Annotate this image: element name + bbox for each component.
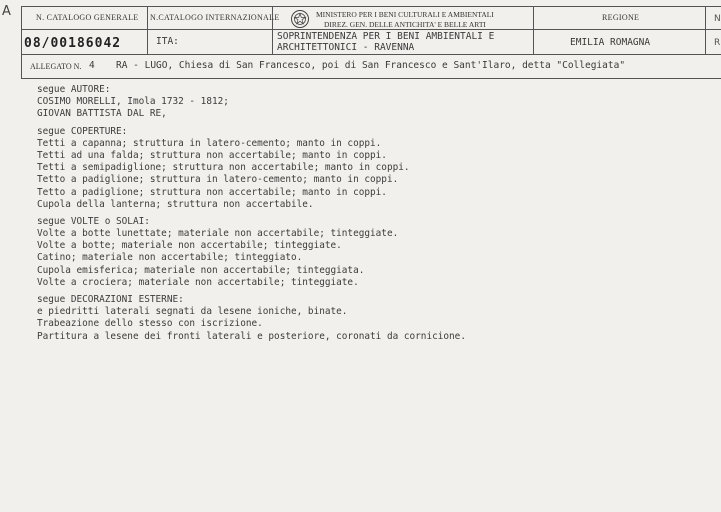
section-line: Tetti a capanna; struttura in latero-cemento; manto in coppi. xyxy=(37,137,382,149)
section-line: Catino; materiale non accertabile; tinteggiato. xyxy=(37,252,303,264)
cat-generale-label: N. CATALOGO GENERALE xyxy=(36,13,139,22)
section-line: Volte a botte lunettate; materiale non accertabile; tinteggiate. xyxy=(37,228,399,240)
republic-emblem-icon xyxy=(290,9,310,29)
section-block xyxy=(37,126,466,216)
header-top-rule xyxy=(21,6,721,7)
card-body-text xyxy=(37,84,466,343)
section-line: COSIMO MORELLI, Imola 1732 - 1812; xyxy=(37,96,229,108)
ministry-line-2: DIREZ. GEN. DELLE ANTICHITA' E BELLE ARTI xyxy=(323,20,486,29)
section-line: GIOVAN BATTISTA DAL RE, xyxy=(37,108,167,120)
section-line: Tetti ad una falda; struttura non accertabile; manto in coppi. xyxy=(37,149,387,161)
soprintendenza-line-1: SOPRINTENDENZA PER I BENI AMBIENTALI E xyxy=(277,31,495,42)
ministry-heading xyxy=(316,10,494,30)
allegato-bottom-rule xyxy=(21,78,721,79)
header-bottom-rule xyxy=(21,54,721,55)
allegato-number: 4 xyxy=(89,60,95,71)
section-line: Volte a crociera; materiale non accertabile; tinteggiate. xyxy=(37,276,359,288)
header-left-rule xyxy=(21,6,22,78)
regione-value: EMILIA ROMAGNA xyxy=(570,37,651,48)
ministry-line-1: MINISTERO PER I BENI CULTURALI E AMBIENTALI xyxy=(316,10,494,19)
edge-letter-mid: R xyxy=(714,38,721,48)
section-line: Tetto a padiglione; struttura in latero-cemento; manto in coppi. xyxy=(37,174,399,186)
corner-handwritten-mark: A xyxy=(2,4,11,19)
section-line: Partitura a lesene dei fronti laterali e posteriore, coronati da cornicione. xyxy=(37,330,466,342)
header-divider-1 xyxy=(147,6,148,54)
section-heading: segue AUTORE: xyxy=(37,84,111,95)
section-line: Tetto a padiglione; struttura non accertabile; manto in coppi. xyxy=(37,186,387,198)
section-line: Tetti a semipadiglione; struttura non accertabile; manto in coppi. xyxy=(37,162,410,174)
cat-internazionale-label: N.CATALOGO INTERNAZIONALE xyxy=(150,13,280,22)
section-line: Trabeazione dello stesso con iscrizione. xyxy=(37,318,263,330)
allegato-label: ALLEGATO N. xyxy=(30,62,82,71)
header-divider-4 xyxy=(705,6,706,54)
catalog-number: 08/00186042 xyxy=(24,36,122,51)
section-heading: segue COPERTURE: xyxy=(37,125,128,137)
edge-letter-top: N xyxy=(714,14,721,24)
regione-label: REGIONE xyxy=(602,13,640,22)
section-block xyxy=(37,216,466,294)
header-divider-3 xyxy=(533,6,534,54)
section-block xyxy=(37,294,466,343)
soprintendenza-line-2: ARCHITETTONICI - RAVENNA xyxy=(277,42,415,53)
section-block xyxy=(37,84,466,126)
section-line: Cupola emisferica; materiale non accertabile; tinteggiata. xyxy=(37,264,365,276)
section-line: Cupola della lanterna; struttura non accertabile. xyxy=(37,198,314,210)
section-line: e piedritti laterali segnati da lesene ioniche, binate. xyxy=(37,306,348,318)
section-line: Volte a botte; materiale non accertabile; tinteggiate. xyxy=(37,240,342,252)
section-heading: segue DECORAZIONI ESTERNE: xyxy=(37,294,184,305)
allegato-title: RA - LUGO, Chiesa di San Francesco, poi di San Francesco e Sant'Ilaro, detta "Collegiata" xyxy=(116,60,626,71)
ita-label: ITA: xyxy=(156,36,179,47)
section-heading: segue VOLTE o SOLAI: xyxy=(37,215,150,227)
